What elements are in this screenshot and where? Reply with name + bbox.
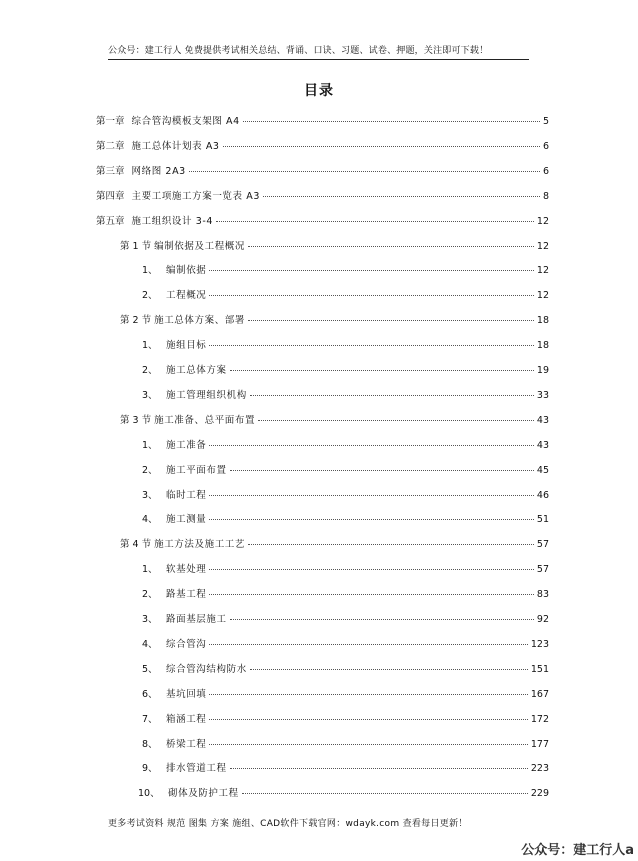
toc-entry[interactable]: [96, 190, 549, 204]
toc-entry-label: 临时工程: [166, 489, 207, 501]
toc-entry-number: 10、: [138, 788, 160, 800]
toc-entry-number: 第 2 节: [120, 315, 152, 327]
toc-entry[interactable]: [138, 787, 549, 801]
toc-entry-page-number: 6: [542, 140, 549, 152]
toc-entry-page-number: 18: [536, 315, 549, 327]
toc-entry-label: 综合管沟结构防水: [166, 663, 247, 675]
toc-entry-page-number: 92: [536, 614, 549, 625]
toc-entry-number: 5、: [142, 663, 158, 675]
toc-entry[interactable]: [120, 314, 549, 328]
toc-dot-leader: [248, 245, 534, 247]
toc-entry-label: 施工准备: [166, 439, 207, 451]
toc-entry-page-number: 177: [530, 738, 549, 750]
toc-entry-number: 3、: [142, 614, 158, 625]
toc-entry-page-number: 12: [536, 240, 549, 252]
toc-entry-label: 施工平面布置: [166, 464, 227, 476]
toc-dot-leader: [230, 369, 534, 371]
toc-entry-label: 施工总体方案: [166, 365, 227, 376]
toc-entry[interactable]: [96, 165, 549, 179]
toc-entry[interactable]: [142, 464, 549, 478]
toc-dot-leader: [263, 195, 540, 197]
toc-entry[interactable]: [142, 264, 549, 278]
toc-entry-label: 综合管沟模板支架图 A4: [131, 116, 240, 127]
toc-entry-page-number: 12: [536, 265, 549, 277]
toc-entry[interactable]: [120, 240, 549, 254]
toc-entry[interactable]: [120, 414, 549, 428]
toc-entry[interactable]: [142, 588, 549, 602]
toc-dot-leader: [209, 743, 527, 745]
toc-entry-label: 施工准备、总平面布置: [154, 414, 256, 426]
toc-entry[interactable]: [142, 563, 549, 577]
toc-entry-number: 2、: [142, 464, 158, 476]
toc-entry[interactable]: [142, 663, 549, 677]
toc-entry-label: 施工组织设计 3-4: [131, 215, 214, 227]
toc-entry[interactable]: [142, 713, 549, 727]
toc-entry-number: 第五章: [96, 215, 125, 227]
toc-entry-number: 2、: [142, 589, 158, 601]
toc-entry-number: 2、: [142, 290, 158, 302]
toc-dot-leader: [243, 120, 540, 122]
toc-entry-number: 第三章: [96, 165, 125, 177]
toc-entry-number: 第一章: [96, 116, 125, 127]
toc-dot-leader: [216, 220, 534, 222]
toc-entry[interactable]: [142, 688, 549, 702]
toc-entry-label: 编制依据: [166, 265, 207, 277]
toc-entry-label: 施工管理组织机构: [166, 389, 247, 401]
toc-entry[interactable]: [142, 439, 549, 453]
toc-entry-number: 2、: [142, 365, 158, 376]
toc-entry[interactable]: [142, 762, 549, 776]
watermark-text: 公众号：建工行人a: [521, 843, 634, 858]
toc-entry-page-number: 43: [536, 414, 549, 426]
toc-entry-page-number: 151: [530, 663, 549, 675]
toc-entry-page-number: 5: [542, 116, 549, 127]
toc-dot-leader: [250, 394, 534, 396]
toc-entry[interactable]: [120, 538, 549, 552]
toc-dot-leader: [209, 718, 527, 720]
toc-entry-label: 砌体及防护工程: [168, 788, 239, 800]
toc-title: 目录: [304, 83, 334, 99]
toc-dot-leader: [209, 693, 527, 695]
toc-entry-page-number: 51: [536, 514, 549, 526]
toc-dot-leader: [248, 319, 534, 321]
toc-dot-leader: [209, 269, 534, 271]
toc-entry-label: 施组目标: [166, 340, 207, 352]
toc-entry-page-number: 57: [536, 539, 549, 551]
toc-entry-number: 1、: [142, 340, 158, 352]
toc-entry-label: 施工总体计划表 A3: [131, 140, 220, 152]
page-footer: 更多考试资料 规范 图集 方案 施组、CAD软件下载官网：wdayk.com 查看每日更新！: [108, 819, 468, 829]
toc-entry-label: 施工总体方案、部署: [154, 315, 245, 327]
toc-entry[interactable]: [96, 140, 549, 154]
toc-entry-label: 网络图 2A3: [131, 165, 186, 177]
toc-entry-label: 软基处理: [166, 564, 207, 576]
toc-entry-page-number: 229: [530, 788, 549, 800]
toc-entry-label: 路基工程: [166, 589, 207, 601]
toc-entry-number: 第 3 节: [120, 414, 152, 426]
toc-entry-label: 主要工项施工方案一览表 A3: [131, 190, 260, 202]
toc-entry-number: 1、: [142, 439, 158, 451]
toc-entry-number: 3、: [142, 389, 158, 401]
toc-entry-page-number: 43: [536, 439, 549, 451]
toc-entry[interactable]: [142, 339, 549, 353]
toc-entry[interactable]: [142, 389, 549, 403]
toc-entry-page-number: 57: [536, 564, 549, 576]
toc-entry[interactable]: [142, 489, 549, 503]
toc-dot-leader: [209, 494, 534, 496]
toc-entry[interactable]: [142, 738, 549, 752]
toc-entry-label: 箱涵工程: [166, 713, 207, 725]
toc-entry-number: 3、: [142, 489, 158, 501]
toc-entry-number: 第 4 节: [120, 539, 152, 551]
toc-dot-leader: [230, 767, 528, 769]
toc-entry-page-number: 46: [536, 489, 549, 501]
toc-entry-label: 工程概况: [166, 290, 207, 302]
toc-entry-page-number: 8: [542, 190, 549, 202]
toc-dot-leader: [209, 643, 527, 645]
toc-entry-label: 排水管道工程: [166, 763, 227, 775]
toc-entry-label: 综合管沟: [166, 638, 207, 650]
toc-entry-page-number: 172: [530, 713, 549, 725]
toc-entry-label: 施工测量: [166, 514, 207, 526]
toc-entry-number: 1、: [142, 564, 158, 576]
toc-entry-number: 9、: [142, 763, 158, 775]
toc-entry-number: 8、: [142, 738, 158, 750]
toc-entry-number: 第二章: [96, 140, 125, 152]
toc-entry-number: 第 1 节: [120, 240, 152, 252]
toc-dot-leader: [209, 294, 534, 296]
toc-entry-page-number: 12: [536, 290, 549, 302]
toc-entry-page-number: 12: [536, 215, 549, 227]
toc-entry[interactable]: [142, 289, 549, 303]
toc-entry-label: 施工方法及施工工艺: [154, 539, 245, 551]
toc-entry-page-number: 18: [536, 340, 549, 352]
toc-entry-label: 编制依据及工程概况: [154, 240, 245, 252]
toc-entry-label: 路面基层施工: [166, 614, 227, 625]
toc-entry-page-number: 19: [536, 365, 549, 376]
toc-entry[interactable]: [142, 638, 549, 652]
toc-entry-number: 1、: [142, 265, 158, 277]
toc-entry[interactable]: [142, 513, 549, 527]
toc-dot-leader: [223, 145, 540, 147]
toc-dot-leader: [230, 618, 534, 620]
toc-entry[interactable]: [96, 115, 549, 129]
toc-entry-label: 桥梁工程: [166, 738, 207, 750]
toc-entry-page-number: 83: [536, 589, 549, 601]
toc-dot-leader: [248, 543, 534, 545]
page-header: 公众号：建工行人 免费提供考试相关总结、背诵、口诀、习题、试卷、押题，关注即可下载！: [108, 46, 489, 56]
toc-entry[interactable]: [142, 364, 549, 378]
toc-dot-leader: [209, 568, 534, 570]
toc-dot-leader: [242, 792, 528, 794]
toc-entry-page-number: 223: [530, 763, 549, 775]
toc-dot-leader: [258, 419, 534, 421]
toc-entry[interactable]: [96, 215, 549, 229]
toc-dot-leader: [250, 668, 528, 670]
toc-entry[interactable]: [142, 613, 549, 627]
toc-entry-number: 第四章: [96, 190, 125, 202]
toc-dot-leader: [209, 518, 534, 520]
toc-entry-page-number: 123: [530, 638, 549, 650]
toc-dot-leader: [189, 170, 540, 172]
toc-entry-page-number: 33: [536, 389, 549, 401]
toc-entry-label: 基坑回填: [166, 688, 207, 700]
toc-entry-number: 7、: [142, 713, 158, 725]
toc-entry-number: 6、: [142, 688, 158, 700]
toc-entry-page-number: 45: [536, 464, 549, 476]
toc-dot-leader: [209, 593, 534, 595]
toc-dot-leader: [209, 344, 534, 346]
toc-dot-leader: [209, 444, 534, 446]
toc-entry-page-number: 167: [530, 688, 549, 700]
toc-entry-number: 4、: [142, 514, 158, 526]
toc-dot-leader: [230, 469, 534, 471]
toc-entry-number: 4、: [142, 638, 158, 650]
toc-entry-page-number: 6: [542, 165, 549, 177]
